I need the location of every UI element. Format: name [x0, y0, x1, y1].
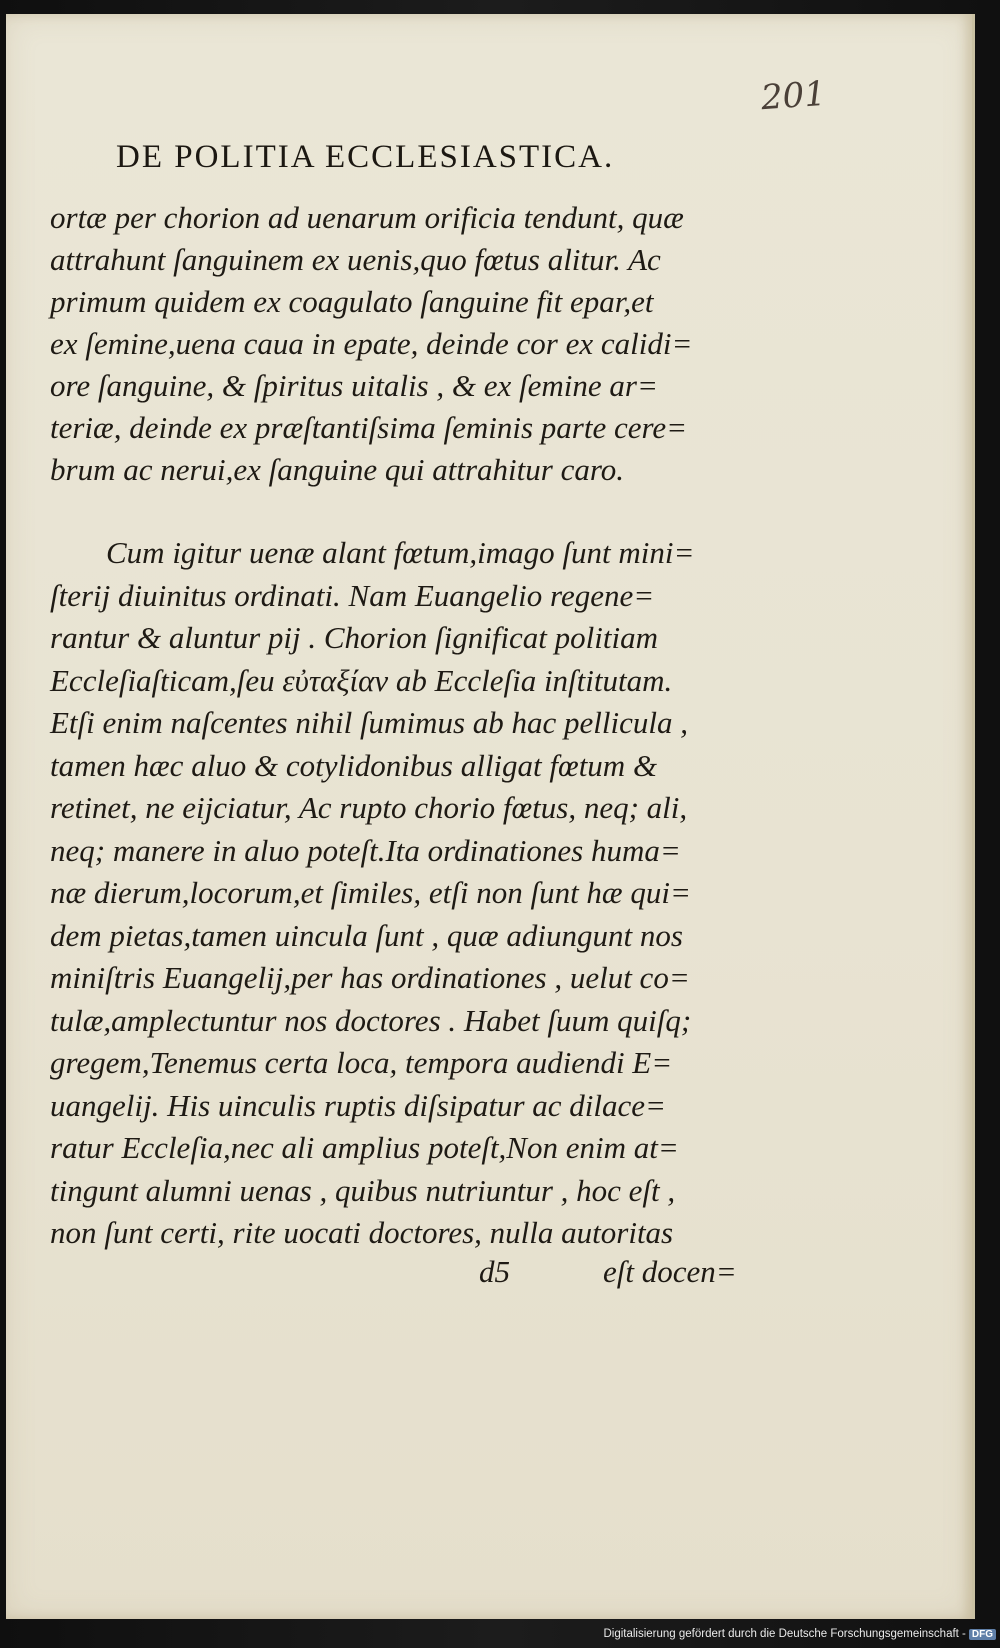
- text-line: retinet, ne eijciatur, Ac rupto chorio fœtus, neq; ali,: [50, 790, 688, 825]
- text-line: rantur & aluntur pij . Chorion ſignificat politiam: [50, 620, 658, 655]
- text-line: attrahunt ſanguinem ex uenis,quo fœtus alitur. Ac: [50, 242, 661, 277]
- text-line: teriæ, deinde ex præſtantiſsima ſeminis parte cere=: [50, 410, 688, 445]
- text-line: tingunt alumni uenas , quibus nutriuntur , hoc eſt ,: [50, 1172, 676, 1208]
- paragraph-2: [50, 532, 750, 1255]
- book-page: [6, 14, 975, 1619]
- folio-number: 201: [759, 73, 828, 119]
- text-line: ortæ per chorion ad uenarum orificia tendunt, quæ: [50, 200, 684, 235]
- digitization-credit: [596, 1628, 996, 1646]
- text-line: primum quidem ex coagulato ſanguine fit epar,et: [50, 284, 654, 319]
- text-line: ore ſanguine, & ſpiritus uitalis , & ex ſemine ar=: [50, 368, 658, 403]
- paragraph-1: [50, 197, 750, 491]
- text-line: tamen hæc aluo & cotylidonibus alligat fœtum &: [50, 747, 658, 783]
- dfg-logo-badge: DFG: [969, 1629, 996, 1640]
- text-line: gregem,Tenemus certa loca, tempora audiendi E=: [50, 1045, 673, 1080]
- text-line: tulæ,amplectuntur nos doctores . Habet ſuum quiſq;: [50, 1002, 692, 1038]
- signature-mark: d5: [479, 1254, 510, 1289]
- running-head: DE POLITIA ECCLESIASTICA.: [116, 139, 615, 175]
- text-line: dem pietas,tamen uincula ſunt , quæ adiungunt nos: [50, 917, 683, 953]
- text-line: næ dierum,locorum,et ſimiles, etſi non ſunt hæ qui=: [50, 875, 691, 910]
- text-line: miniſtris Euangelij,per has ordinationes , uelut co=: [50, 960, 690, 995]
- credit-text: Digitalisierung gefördert durch die Deutsche Forschungsgemeinschaft -: [603, 1628, 966, 1640]
- catchword: eſt docen=: [603, 1254, 737, 1289]
- text-line: neq; manere in aluo poteſt.Ita ordinationes huma=: [50, 832, 681, 868]
- text-line: Eccleſiaſticam,ſeu εὐταξίαν ab Eccleſia inſtitutam.: [50, 662, 673, 698]
- text-line: ex ſemine,uena caua in epate, deinde cor ex calidi=: [50, 326, 693, 361]
- text-line: ratur Eccleſia,nec ali amplius poteſt,Non enim at=: [50, 1130, 679, 1165]
- text-line: Cum igitur uenæ alant fœtum,imago ſunt mini=: [106, 535, 695, 570]
- page-footer-line: [6, 1254, 766, 1294]
- text-line: non ſunt certi, rite uocati doctores, nulla autoritas: [50, 1215, 674, 1250]
- text-line: uangelij. His uinculis ruptis diſsipatur ac dilace=: [50, 1087, 666, 1123]
- text-line: brum ac nerui,ex ſanguine qui attrahitur caro.: [50, 452, 625, 487]
- text-line: Etſi enim naſcentes nihil ſumimus ab hac pellicula ,: [50, 705, 688, 740]
- text-line: ſterij diuinitus ordinati. Nam Euangelio regene=: [50, 577, 655, 613]
